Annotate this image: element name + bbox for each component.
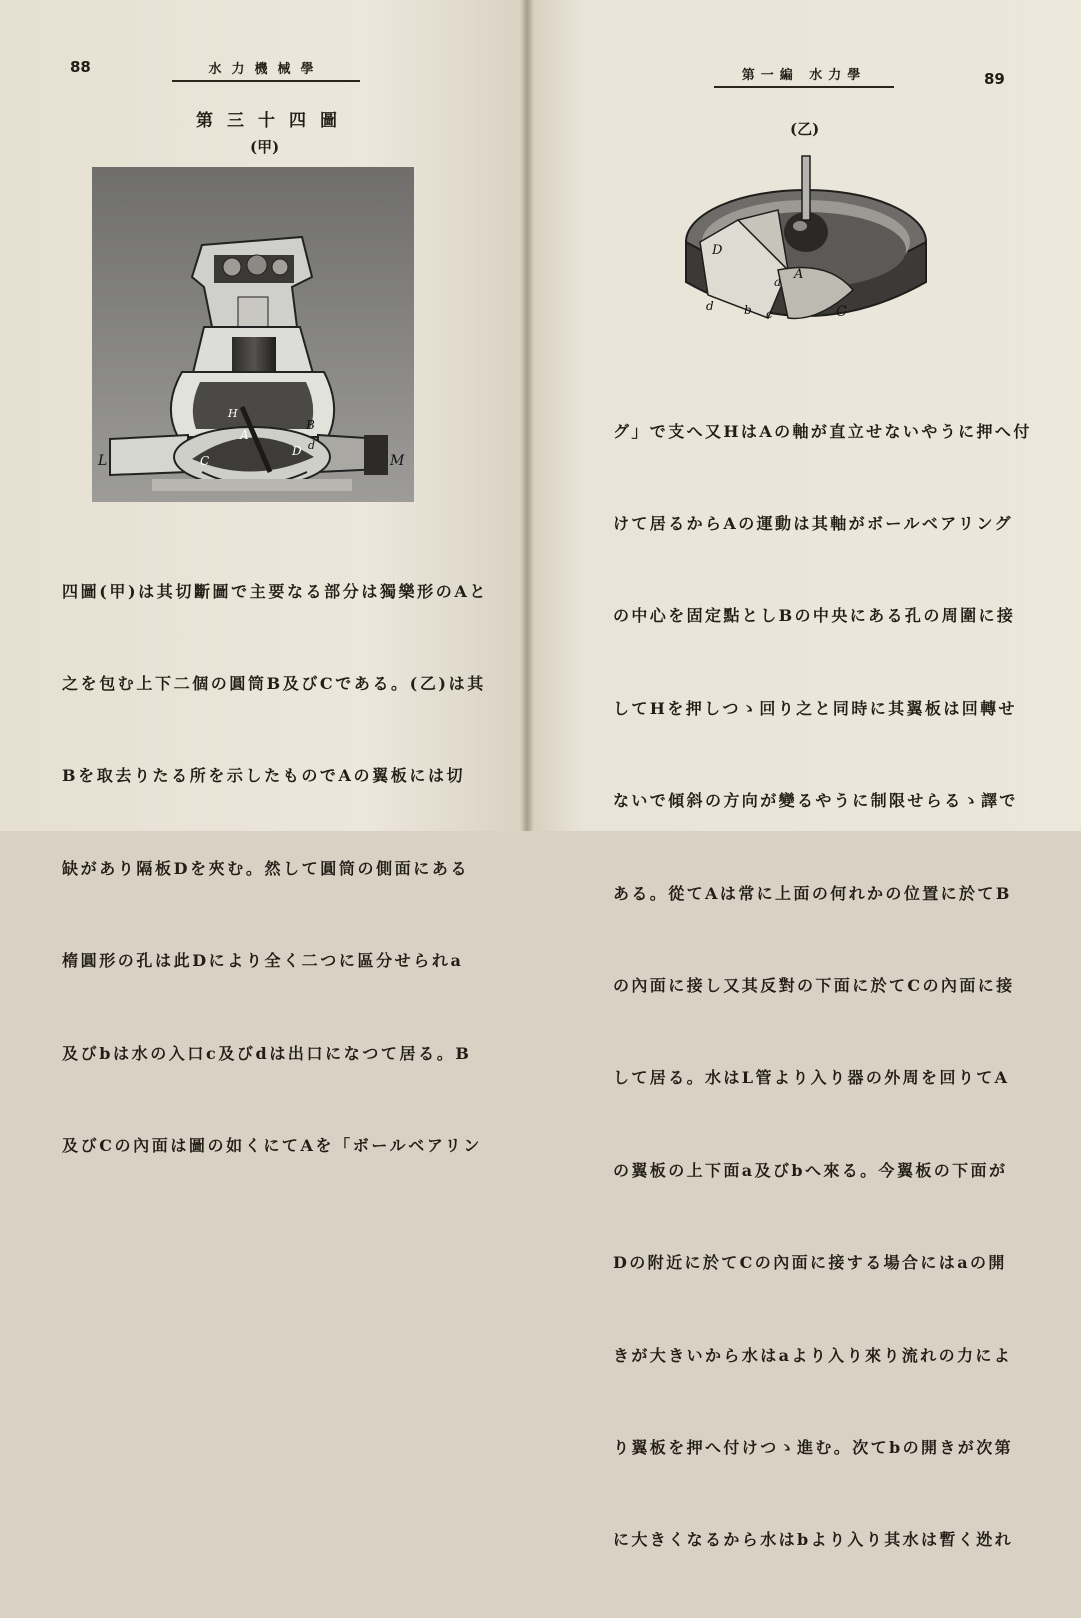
cylinder-illustration — [678, 150, 928, 340]
label-D-right: D — [712, 243, 723, 258]
label-L: L — [98, 453, 108, 469]
right-body-line: ないで傾斜の方向が變るやうに制限せらるゝ譯で — [613, 791, 1018, 811]
right-body-line: けて居るからAの運動は其軸がボールベアリング — [613, 513, 1013, 533]
figure-photo-cylinder — [678, 150, 928, 340]
figure-photo-cutaway — [92, 167, 414, 502]
right-body-line: グ」で支へ又HはAの軸が直立せないやうに押へ付 — [613, 421, 1032, 441]
right-body-line: の中心を固定點としBの中央にある孔の周圍に接 — [613, 606, 1016, 626]
right-running-head: 第一編 水力學 — [714, 64, 894, 88]
label-C: C — [200, 454, 210, 468]
right-body-line: の翼板の上下面a及びbへ來る。今翼板の下面が — [613, 1160, 1008, 1180]
label-M: M — [390, 453, 405, 469]
figure-subtitle-right: (乙) — [790, 120, 820, 138]
right-body-line: り翼板を押へ付けつゝ進む。次てbの開きが次第 — [613, 1437, 1013, 1457]
right-body-line: の內面に接し又其反對の下面に於てCの內面に接 — [613, 975, 1015, 995]
label-a-right: a — [774, 275, 782, 289]
label-A: A — [240, 428, 249, 442]
right-page — [528, 0, 1081, 1550]
label-A-right: A — [794, 267, 804, 282]
left-running-head: 水力機械學 — [172, 58, 360, 82]
left-body-line: 之を包む上下二個の圓筒B及びCである。(乙)は其 — [62, 673, 486, 693]
figure-title: 第三十四圖 — [196, 111, 351, 131]
figure-subtitle-left: (甲) — [250, 138, 280, 156]
right-body-text — [613, 355, 1032, 1618]
label-H: H — [228, 407, 238, 420]
left-body-line: 楕圓形の孔は此Dにより全く二つに區分せられa — [62, 951, 464, 971]
label-c-right: c — [766, 307, 773, 321]
left-body-line: 及びbは水の入口c及びdは出口になつて居る。B — [62, 1043, 472, 1063]
right-body-line: Dの附近に於てCの內面に接する場合にはaの開 — [613, 1253, 1007, 1273]
label-d: d — [308, 439, 316, 452]
right-body-line: に大きくなるから水はbより入り其水は暫く迯れ — [613, 1530, 1013, 1550]
left-body-line: 缺があり隔板Dを夾む。然して圓筒の側面にある — [62, 858, 470, 878]
right-body-line: きが大きいから水はaより入り來り流れの力によ — [613, 1345, 1013, 1365]
left-body-text — [62, 515, 488, 1223]
left-page-number: 88 — [70, 58, 91, 76]
left-body-line: 四圖(甲)は其切斷圖で主要なる部分は獨樂形のAと — [62, 581, 488, 601]
label-d-right: d — [706, 299, 714, 313]
right-body-line: してHを押しつゝ回り之と同時に其翼板は回轉せ — [613, 698, 1017, 718]
right-body-line: ある。從てAは常に上面の何れかの位置に於てB — [613, 883, 1012, 903]
left-body-line: 及びCの內面は圖の如くにてAを「ボールベアリン — [62, 1135, 482, 1155]
right-body-line: して居る。水はL管より入り器の外周を回りてA — [613, 1068, 1010, 1088]
left-page — [0, 0, 528, 1155]
label-C-right: C — [836, 304, 847, 320]
label-b-right: b — [744, 303, 752, 317]
left-body-line: Bを取去りたる所を示したものでAの翼板には切 — [62, 766, 466, 786]
cutaway-illustration — [92, 167, 414, 502]
label-B: B — [306, 418, 315, 432]
right-page-number: 89 — [984, 70, 1005, 88]
book-gutter — [520, 0, 534, 831]
label-D: D — [292, 444, 302, 458]
